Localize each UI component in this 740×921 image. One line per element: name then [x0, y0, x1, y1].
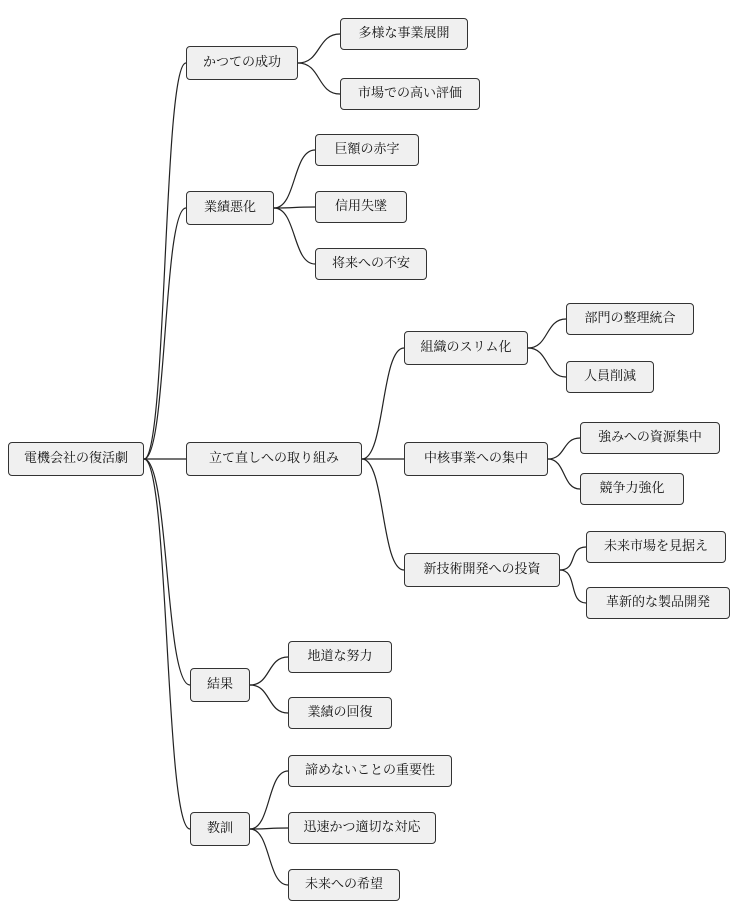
mindmap-node-n3b1[interactable]: 強みへの資源集中 — [580, 422, 720, 454]
mindmap-node-n3[interactable]: 立て直しへの取り組み — [186, 442, 362, 476]
mindmap-edge-n5-n5a — [250, 771, 288, 829]
mindmap-node-n4[interactable]: 結果 — [190, 668, 250, 702]
mindmap-node-n3b[interactable]: 中核事業への集中 — [404, 442, 548, 476]
mindmap-edge-root-n2 — [144, 208, 186, 459]
mindmap-edge-root-n1 — [144, 63, 186, 459]
mindmap-node-n1[interactable]: かつての成功 — [186, 46, 298, 80]
mindmap-edge-n3c-n3c2 — [560, 570, 586, 603]
mindmap-edge-root-n4 — [144, 459, 190, 685]
mindmap-edge-n1-n1b — [298, 63, 340, 94]
mindmap-edge-n1-n1a — [298, 34, 340, 63]
mindmap-root-node[interactable]: 電機会社の復活劇 — [8, 442, 144, 476]
mindmap-edge-n4-n4b — [250, 685, 288, 713]
mindmap-node-n3b2[interactable]: 競争力強化 — [580, 473, 684, 505]
mindmap-edge-n2-n2b — [274, 207, 315, 208]
mindmap-edge-n3b-n3b1 — [548, 438, 580, 459]
mindmap-edge-n5-n5c — [250, 829, 288, 885]
mindmap-node-n4b[interactable]: 業績の回復 — [288, 697, 392, 729]
mindmap-edge-n4-n4a — [250, 657, 288, 685]
mindmap-edge-n3c-n3c1 — [560, 547, 586, 570]
mindmap-edge-root-n5 — [144, 459, 190, 829]
mindmap-edge-n2-n2a — [274, 150, 315, 208]
mindmap-edge-n3a-n3a2 — [528, 348, 566, 377]
mindmap-node-n3a1[interactable]: 部門の整理統合 — [566, 303, 694, 335]
mindmap-node-n2[interactable]: 業績悪化 — [186, 191, 274, 225]
mindmap-edge-n5-n5b — [250, 828, 288, 829]
mindmap-edge-n3-n3c — [362, 459, 404, 570]
mindmap-edge-n2-n2c — [274, 208, 315, 264]
mindmap-node-n4a[interactable]: 地道な努力 — [288, 641, 392, 673]
mindmap-node-n1b[interactable]: 市場での高い評価 — [340, 78, 480, 110]
mindmap-edge-n3a-n3a1 — [528, 319, 566, 348]
mindmap-edge-n3b-n3b2 — [548, 459, 580, 489]
mindmap-node-n2b[interactable]: 信用失墜 — [315, 191, 407, 223]
mindmap-node-n3a[interactable]: 組織のスリム化 — [404, 331, 528, 365]
mindmap-node-n2a[interactable]: 巨額の赤字 — [315, 134, 419, 166]
mindmap-node-n5[interactable]: 教訓 — [190, 812, 250, 846]
mindmap-node-n5c[interactable]: 未来への希望 — [288, 869, 400, 901]
mindmap-node-n3c2[interactable]: 革新的な製品開発 — [586, 587, 730, 619]
mindmap-node-n5b[interactable]: 迅速かつ適切な対応 — [288, 812, 436, 844]
mindmap-edge-n3-n3a — [362, 348, 404, 459]
mindmap-node-n5a[interactable]: 諦めないことの重要性 — [288, 755, 452, 787]
mindmap-node-n3c1[interactable]: 未来市場を見据え — [586, 531, 726, 563]
mindmap-node-n3a2[interactable]: 人員削減 — [566, 361, 654, 393]
mindmap-node-n1a[interactable]: 多様な事業展開 — [340, 18, 468, 50]
mindmap-node-n3c[interactable]: 新技術開発への投資 — [404, 553, 560, 587]
mindmap-node-n2c[interactable]: 将来への不安 — [315, 248, 427, 280]
